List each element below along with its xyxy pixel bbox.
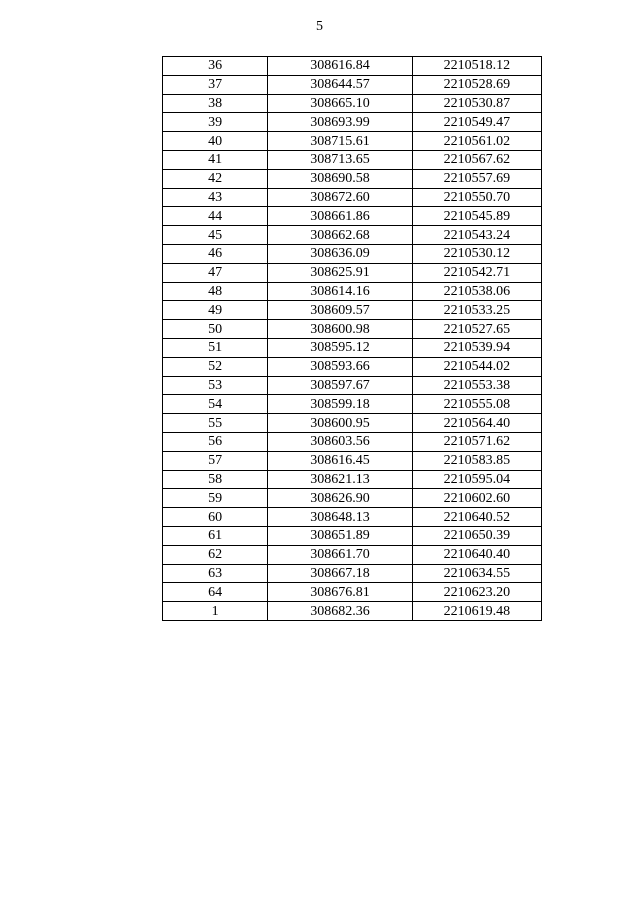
point-number-cell: 41 — [163, 150, 268, 169]
table-row — [163, 226, 542, 245]
point-number-cell: 54 — [163, 395, 268, 414]
coordinates-table-body — [163, 57, 542, 621]
y-coordinate-cell: 2210544.02 — [412, 357, 541, 376]
table-row — [163, 282, 542, 301]
x-coordinate-cell: 308603.56 — [268, 432, 412, 451]
table-row — [163, 57, 542, 76]
point-number-cell: 56 — [163, 432, 268, 451]
y-coordinate-cell: 2210530.12 — [412, 244, 541, 263]
table-row — [163, 508, 542, 527]
y-coordinate-cell: 2210518.12 — [412, 57, 541, 76]
x-coordinate-cell: 308609.57 — [268, 301, 412, 320]
table-row — [163, 188, 542, 207]
y-coordinate-cell: 2210545.89 — [412, 207, 541, 226]
x-coordinate-cell: 308672.60 — [268, 188, 412, 207]
table-row — [163, 150, 542, 169]
y-coordinate-cell: 2210619.48 — [412, 602, 541, 621]
y-coordinate-cell: 2210623.20 — [412, 583, 541, 602]
y-coordinate-cell: 2210533.25 — [412, 301, 541, 320]
y-coordinate-cell: 2210542.71 — [412, 263, 541, 282]
x-coordinate-cell: 308682.36 — [268, 602, 412, 621]
point-number-cell: 48 — [163, 282, 268, 301]
x-coordinate-cell: 308648.13 — [268, 508, 412, 527]
y-coordinate-cell: 2210567.62 — [412, 150, 541, 169]
point-number-cell: 52 — [163, 357, 268, 376]
x-coordinate-cell: 308693.99 — [268, 113, 412, 132]
x-coordinate-cell: 308600.98 — [268, 320, 412, 339]
x-coordinate-cell: 308599.18 — [268, 395, 412, 414]
x-coordinate-cell: 308636.09 — [268, 244, 412, 263]
y-coordinate-cell: 2210564.40 — [412, 414, 541, 433]
x-coordinate-cell: 308661.70 — [268, 545, 412, 564]
table-row — [163, 207, 542, 226]
y-coordinate-cell: 2210557.69 — [412, 169, 541, 188]
point-number-cell: 60 — [163, 508, 268, 527]
table-row — [163, 263, 542, 282]
y-coordinate-cell: 2210561.02 — [412, 132, 541, 151]
x-coordinate-cell: 308676.81 — [268, 583, 412, 602]
table-row — [163, 132, 542, 151]
table-row — [163, 113, 542, 132]
x-coordinate-cell: 308616.45 — [268, 451, 412, 470]
y-coordinate-cell: 2210553.38 — [412, 376, 541, 395]
table-row — [163, 564, 542, 583]
y-coordinate-cell: 2210640.40 — [412, 545, 541, 564]
table-row — [163, 244, 542, 263]
table-row — [163, 169, 542, 188]
point-number-cell: 49 — [163, 301, 268, 320]
point-number-cell: 62 — [163, 545, 268, 564]
point-number-cell: 53 — [163, 376, 268, 395]
x-coordinate-cell: 308621.13 — [268, 470, 412, 489]
y-coordinate-cell: 2210530.87 — [412, 94, 541, 113]
point-number-cell: 55 — [163, 414, 268, 433]
x-coordinate-cell: 308595.12 — [268, 338, 412, 357]
y-coordinate-cell: 2210650.39 — [412, 526, 541, 545]
y-coordinate-cell: 2210595.04 — [412, 470, 541, 489]
point-number-cell: 58 — [163, 470, 268, 489]
coordinates-table — [162, 56, 542, 621]
y-coordinate-cell: 2210555.08 — [412, 395, 541, 414]
table-row — [163, 414, 542, 433]
x-coordinate-cell: 308616.84 — [268, 57, 412, 76]
point-number-cell: 63 — [163, 564, 268, 583]
table-row — [163, 489, 542, 508]
y-coordinate-cell: 2210550.70 — [412, 188, 541, 207]
table-row — [163, 75, 542, 94]
x-coordinate-cell: 308665.10 — [268, 94, 412, 113]
table-row — [163, 451, 542, 470]
x-coordinate-cell: 308651.89 — [268, 526, 412, 545]
x-coordinate-cell: 308690.58 — [268, 169, 412, 188]
table-row — [163, 94, 542, 113]
x-coordinate-cell: 308626.90 — [268, 489, 412, 508]
point-number-cell: 37 — [163, 75, 268, 94]
y-coordinate-cell: 2210539.94 — [412, 338, 541, 357]
point-number-cell: 61 — [163, 526, 268, 545]
y-coordinate-cell: 2210528.69 — [412, 75, 541, 94]
x-coordinate-cell: 308593.66 — [268, 357, 412, 376]
point-number-cell: 59 — [163, 489, 268, 508]
table-row — [163, 602, 542, 621]
point-number-cell: 57 — [163, 451, 268, 470]
table-row — [163, 545, 542, 564]
point-number-cell: 1 — [163, 602, 268, 621]
table-row — [163, 470, 542, 489]
point-number-cell: 36 — [163, 57, 268, 76]
point-number-cell: 44 — [163, 207, 268, 226]
table-row — [163, 376, 542, 395]
y-coordinate-cell: 2210634.55 — [412, 564, 541, 583]
point-number-cell: 40 — [163, 132, 268, 151]
point-number-cell: 43 — [163, 188, 268, 207]
y-coordinate-cell: 2210571.62 — [412, 432, 541, 451]
x-coordinate-cell: 308597.67 — [268, 376, 412, 395]
point-number-cell: 51 — [163, 338, 268, 357]
x-coordinate-cell: 308644.57 — [268, 75, 412, 94]
table-row — [163, 338, 542, 357]
x-coordinate-cell: 308667.18 — [268, 564, 412, 583]
point-number-cell: 46 — [163, 244, 268, 263]
point-number-cell: 64 — [163, 583, 268, 602]
table-row — [163, 583, 542, 602]
y-coordinate-cell: 2210549.47 — [412, 113, 541, 132]
x-coordinate-cell: 308600.95 — [268, 414, 412, 433]
y-coordinate-cell: 2210640.52 — [412, 508, 541, 527]
point-number-cell: 47 — [163, 263, 268, 282]
point-number-cell: 38 — [163, 94, 268, 113]
point-number-cell: 50 — [163, 320, 268, 339]
x-coordinate-cell: 308661.86 — [268, 207, 412, 226]
table-row — [163, 432, 542, 451]
y-coordinate-cell: 2210602.60 — [412, 489, 541, 508]
y-coordinate-cell: 2210543.24 — [412, 226, 541, 245]
point-number-cell: 45 — [163, 226, 268, 245]
x-coordinate-cell: 308662.68 — [268, 226, 412, 245]
table-row — [163, 526, 542, 545]
page-number: 5 — [316, 19, 323, 34]
point-number-cell: 39 — [163, 113, 268, 132]
table-row — [163, 301, 542, 320]
x-coordinate-cell: 308715.61 — [268, 132, 412, 151]
y-coordinate-cell: 2210583.85 — [412, 451, 541, 470]
x-coordinate-cell: 308625.91 — [268, 263, 412, 282]
point-number-cell: 42 — [163, 169, 268, 188]
table-row — [163, 320, 542, 339]
x-coordinate-cell: 308614.16 — [268, 282, 412, 301]
table-row — [163, 395, 542, 414]
x-coordinate-cell: 308713.65 — [268, 150, 412, 169]
table-row — [163, 357, 542, 376]
y-coordinate-cell: 2210527.65 — [412, 320, 541, 339]
y-coordinate-cell: 2210538.06 — [412, 282, 541, 301]
